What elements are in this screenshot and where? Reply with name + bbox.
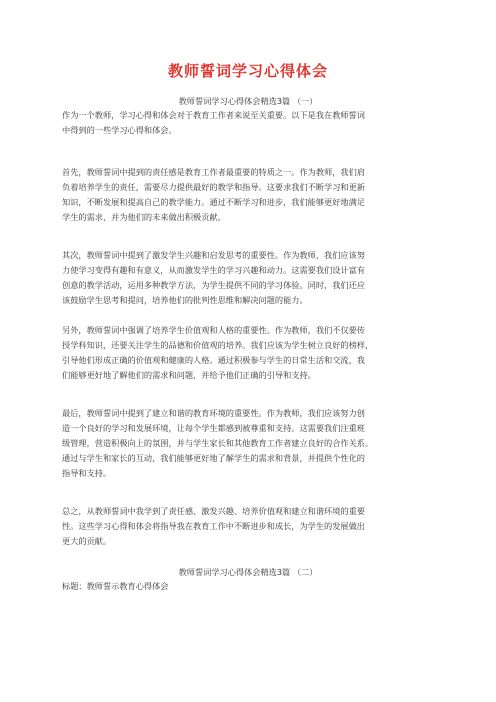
text-line: 创意的教学活动，运用多种教学方法，为学生提供不同的学习体验。同时，我们还应 bbox=[62, 280, 365, 290]
text-line: 负着培养学生的责任，需要尽力提供最好的教学和指导。这要求我们不断学习和更新 bbox=[62, 182, 365, 192]
paragraph-3 bbox=[62, 323, 434, 383]
paragraph-4 bbox=[62, 406, 434, 481]
text-line: 性。这些学习心得和体会将指导我在教育工作中不断进步和成长，为学生的发展做出 bbox=[62, 521, 365, 531]
text-line: 知识，不断发展和提高自己的教学能力。通过不断学习和进步，我们能够更好地满足 bbox=[62, 197, 365, 207]
text-line: 们能够更好地了解他们的需求和问题，并给予他们正确的引导和支持。 bbox=[62, 370, 316, 380]
section-heading-2: 教师誓词学习心得体会精选3篇 （二） bbox=[178, 567, 318, 577]
text-line: 其次，教师誓词中提到了激发学生兴趣和启发思考的重要性。作为教师，我们应该努 bbox=[62, 250, 365, 260]
text-line: 级管理，营造积极向上的氛围，并与学生家长和其他教育工作者建立良好的合作关系。 bbox=[62, 438, 374, 448]
section-heading-1: 教师誓词学习心得体会精选3篇 （一） bbox=[178, 96, 318, 106]
text-line: 首先，教师誓词中提到的责任感是教育工作者最重要的特质之一。作为教师，我们肩 bbox=[62, 167, 365, 177]
text-line: 作为一个教师，学习心得和体会对于教育工作者来说至关重要。以下是我在教师誓词 bbox=[62, 110, 365, 120]
text-line: 总之，从教师誓词中我学到了责任感、激发兴趣、培养价值观和建立和谐环境的重要 bbox=[62, 506, 365, 516]
paragraph-1 bbox=[62, 165, 434, 225]
intro-paragraph bbox=[62, 108, 434, 138]
text-line: 力使学习变得有趣和有意义，从而激发学生的学习兴趣和动力。这需要我们设计富有 bbox=[62, 265, 365, 275]
text-line: 授学科知识，还要关注学生的品德和价值观的培养。我们应该为学生树立良好的榜样， bbox=[62, 340, 374, 350]
document-title: 教师誓词学习心得体会 bbox=[167, 62, 328, 80]
paragraph-2 bbox=[62, 248, 434, 308]
text-line: 指导和支持。 bbox=[62, 468, 112, 478]
text-line: 引导他们形成正确的价值观和健康的人格。通过积极参与学生的日常生活和交流，我 bbox=[62, 355, 365, 365]
text-line: 标题：教师誓示教育心得体会 bbox=[62, 581, 169, 591]
text-line: 另外，教师誓词中强调了培养学生价值观和人格的重要性。作为教师，我们不仅要传 bbox=[62, 325, 365, 335]
text-line: 最后，教师誓词中提到了建立和谐的教育环境的重要性。作为教师，我们应该努力创 bbox=[62, 408, 365, 418]
paragraph-5 bbox=[62, 504, 434, 549]
text-line: 更大的贡献。 bbox=[62, 536, 112, 546]
text-line: 造一个良好的学习和发展环境，让每个学生都感到被尊重和支持。这需要我们注重班 bbox=[62, 423, 365, 433]
section-2-title-line bbox=[62, 579, 434, 594]
text-line: 学生的需求，并为他们的未来做出积极贡献。 bbox=[62, 212, 226, 222]
text-line: 通过与学生和家长的互动，我们能够更好地了解学生的需求和背景，并提供个性化的 bbox=[62, 453, 365, 463]
text-line: 该鼓励学生思考和提问，培养他们的批判性思维和解决问题的能力。 bbox=[62, 295, 308, 305]
text-line: 中得到的一些学习心得和体会。 bbox=[62, 125, 177, 135]
